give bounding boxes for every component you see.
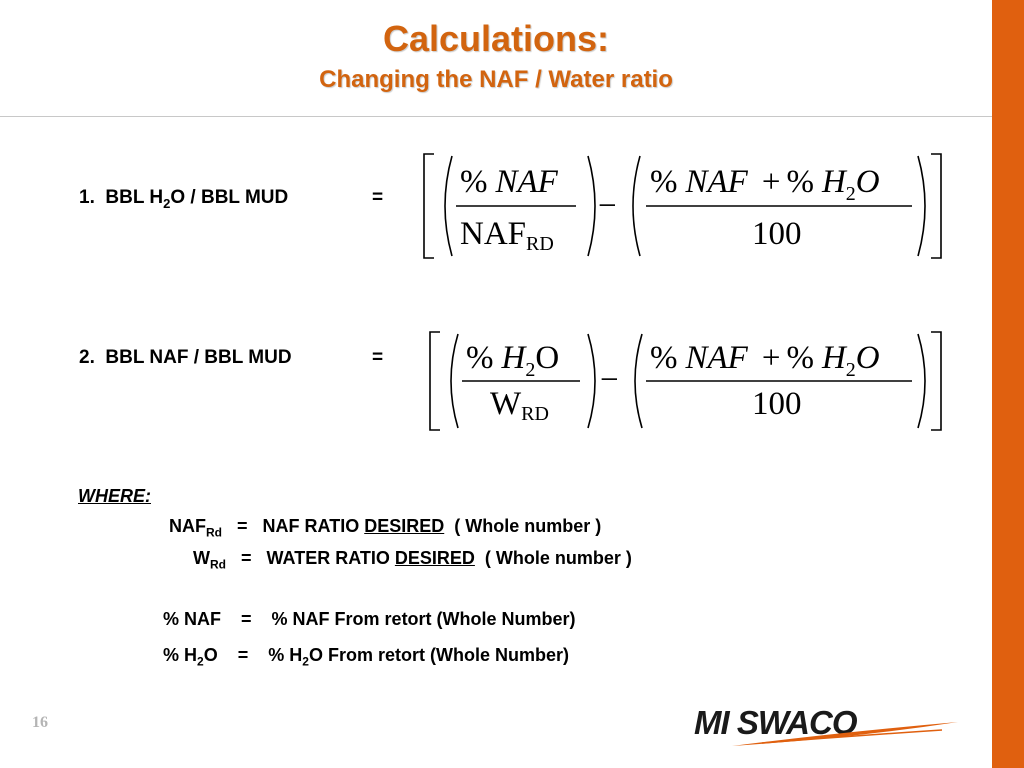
equals-sign: =: [372, 187, 384, 208]
definition-percent-h2o: [163, 645, 569, 669]
naf-variable: NAF: [685, 164, 748, 200]
def-description: % H: [268, 645, 303, 665]
def-note: ( Whole number ): [484, 548, 632, 568]
plus-sign: +: [761, 164, 781, 200]
page-number: 16: [32, 714, 48, 731]
h-variable: H: [821, 164, 846, 200]
def-symbol: NAF: [169, 516, 206, 536]
naf-variable: NAF: [685, 340, 748, 376]
def-symbol: % H: [163, 645, 198, 665]
def-equals: =: [237, 516, 248, 536]
def-subscript: Rd: [210, 557, 226, 572]
o-variable: O: [855, 340, 880, 376]
svg-text:%NAF+%H2O: [650, 340, 880, 381]
h2-subscript: 2: [845, 183, 856, 205]
svg-text:%H2O: [466, 340, 559, 381]
def-description: % NAF From retort (Whole Number): [271, 609, 576, 629]
svg-text:MI SWACO: MI SWACO: [694, 704, 857, 741]
def-underlined: DESIRED: [364, 516, 445, 536]
percent-sign: %: [650, 340, 678, 376]
svg-text:%NAF: [460, 164, 559, 200]
def-equals: =: [241, 609, 252, 629]
orange-side-bar: [992, 0, 1024, 768]
definition-percent-naf: [163, 609, 576, 630]
percent-sign: %: [786, 164, 814, 200]
minus-sign: −: [598, 188, 617, 224]
definition-naf-rd: [169, 516, 601, 540]
rd-subscript: RD: [526, 233, 554, 255]
def-note: ( Whole number ): [454, 516, 602, 536]
svg-text:NAFRD: [460, 216, 554, 255]
h-variable: H: [821, 340, 846, 376]
mi-swaco-logo: [692, 702, 962, 752]
equals-sign: =: [372, 347, 384, 368]
def-symbol: % NAF: [163, 609, 221, 629]
plus-sign: +: [761, 340, 781, 376]
slide-title: Calculations:: [382, 18, 610, 59]
def-underlined: DESIRED: [394, 548, 475, 568]
h-variable: H: [501, 340, 526, 376]
naf-rd-denominator: NAF: [460, 216, 527, 252]
lhs-text: O / BBL MUD: [170, 187, 289, 208]
h2-subscript: 2: [525, 359, 536, 381]
equation-2-label: [79, 347, 292, 369]
lhs-subscript: 2: [163, 195, 171, 211]
svg-text:%NAF+%H2O: [650, 164, 880, 205]
title-divider: [0, 116, 992, 117]
def-subscript: Rd: [206, 525, 222, 540]
equation-1-label: [79, 187, 288, 211]
h2-subscript: 2: [845, 359, 856, 381]
percent-sign: %: [786, 340, 814, 376]
def-symbol: O: [203, 645, 218, 665]
hundred-denominator: 100: [752, 216, 802, 252]
where-heading: WHERE:: [78, 486, 151, 506]
lhs-text: BBL H: [105, 187, 164, 208]
o-variable: O: [535, 340, 560, 376]
equation-number: 1.: [79, 187, 95, 208]
o-variable: O: [855, 164, 880, 200]
hundred-denominator: 100: [752, 386, 802, 422]
minus-sign: −: [600, 362, 619, 398]
equation-number: 2.: [79, 347, 95, 368]
def-symbol: W: [193, 548, 210, 568]
slide-subtitle: Changing the NAF / Water ratio: [319, 66, 673, 93]
def-equals: =: [241, 548, 252, 568]
def-subscript: 2: [197, 654, 204, 669]
svg-text:WRD: [490, 386, 549, 425]
def-equals: =: [237, 645, 249, 665]
formula-2: [424, 326, 952, 436]
percent-sign: %: [466, 340, 494, 376]
def-description: WATER RATIO: [266, 548, 390, 568]
percent-sign: %: [650, 164, 678, 200]
def-description: O From retort (Whole Number): [308, 645, 569, 665]
w-rd-denominator: W: [490, 386, 522, 422]
def-description: NAF RATIO: [262, 516, 360, 536]
def-subscript: 2: [302, 654, 309, 669]
lhs-text: BBL NAF / BBL MUD: [105, 347, 292, 368]
formula-1: [418, 148, 952, 264]
rd-subscript: RD: [521, 403, 549, 425]
percent-sign: %: [460, 164, 488, 200]
definition-w-rd: [193, 548, 632, 572]
naf-variable: NAF: [495, 164, 558, 200]
